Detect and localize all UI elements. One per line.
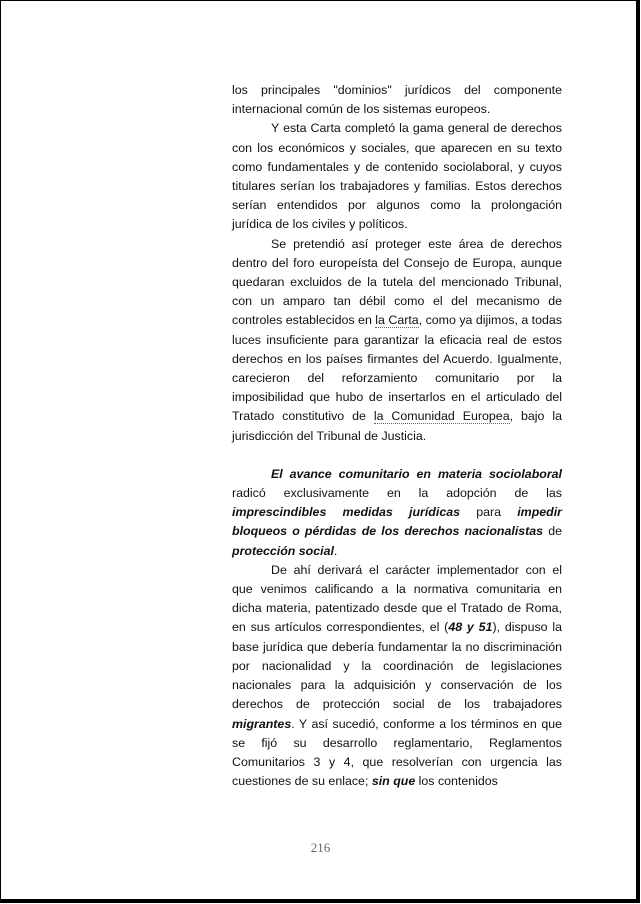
paragraph-3-text-c: , como ya dijimos, a todas luces insuficiente para garantizar la eficacia real de estos derechos en los países firmantes del Acuerdo. Igualmente, carecieron del reforzamiento comunitario por la imposibilidad que hubo de insertarlos en el articulado del Tratado constitutivo de [232,313,562,424]
paragraph-4 [232,465,562,561]
paragraph-5-text-c: ), dispuso la base jurídica que debería fundamentar la no discriminación por nacionalidad y la coordinación de legislaciones nacionales para la adquisición y conservación de los derechos de protección social de los trabajadores [232,620,563,712]
paragraph-2-text: Y esta Carta completó la gama general de derechos con los económicos y sociales, que aparecen en su texto como fundamentales y de contenido sociolaboral, y cuyos titulares serían los trabajadores y familias. Estos derechos serían entendidos por algunos como la prolongación jurídica de los civiles y políticos. [232,121,562,232]
emphasis-impedir-bloqueos: impedir bloqueos o pérdidas de los derechos nacionalistas [232,505,562,539]
paragraph-spacer [232,446,562,465]
paragraph-4-text-f: de [543,524,562,539]
emphasis-migrantes: migrantes [232,716,292,731]
emphasis-sin-que: sin que [371,774,416,789]
paragraph-5 [232,561,562,791]
underlined-term-la-carta: la Carta [375,313,419,328]
paragraph-5-text-g: los contenidos [415,774,498,789]
underlined-term-comunidad-europea: la Comunidad Europea [373,409,510,424]
emphasis-avance-comunitario: El avance comunitario en materia sociolaboral [271,466,562,481]
emphasis-proteccion-social: protección social [232,543,334,558]
paragraph-3 [232,235,562,446]
paragraph-4-text-b: radicó exclusivamente en la adopción de las [232,486,562,501]
paragraph-1-text: los principales "dominios" jurídicos del componente internacional común de los sistemas europeos. [232,83,562,117]
paragraph-1 [232,81,562,119]
paragraph-4-text-h: . [333,543,338,558]
page-number: 216 [310,840,331,855]
body-text [232,81,562,791]
paragraph-2 [232,119,562,234]
paragraph-3-text-a: Se pretendió así proteger este área de derechos dentro del foro europeísta del Consejo de Europa, aunque quedaran excluidos de la tutela del mencionado Tribunal, con un amparo tan débil como el del mecanismo de controles establecidos en [232,236,562,328]
emphasis-articulos: 48 y 51 [448,620,493,635]
paragraph-5-text-e: . Y así sucedió, conforme a los términos en que se fijó su desarrollo reglamentario, Reglamentos Comunitarios 3 y 4, que resolverían con urgencia las cuestiones de su enlace; [232,716,562,789]
paragraph-5-text-a: De ahí derivará el carácter implementador con el que venimos calificando a la normativa comunitaria en dicha materia, patentizado desde que el Tratado de Roma, en sus artículos correspondientes, el ( [232,562,562,635]
paragraph-3-text-e: , bajo la jurisdicción del Tribunal de Justicia. [232,409,562,443]
emphasis-medidas-juridicas: imprescindibles medidas jurídicas [232,505,460,520]
paragraph-4-text-d: para [460,505,518,520]
